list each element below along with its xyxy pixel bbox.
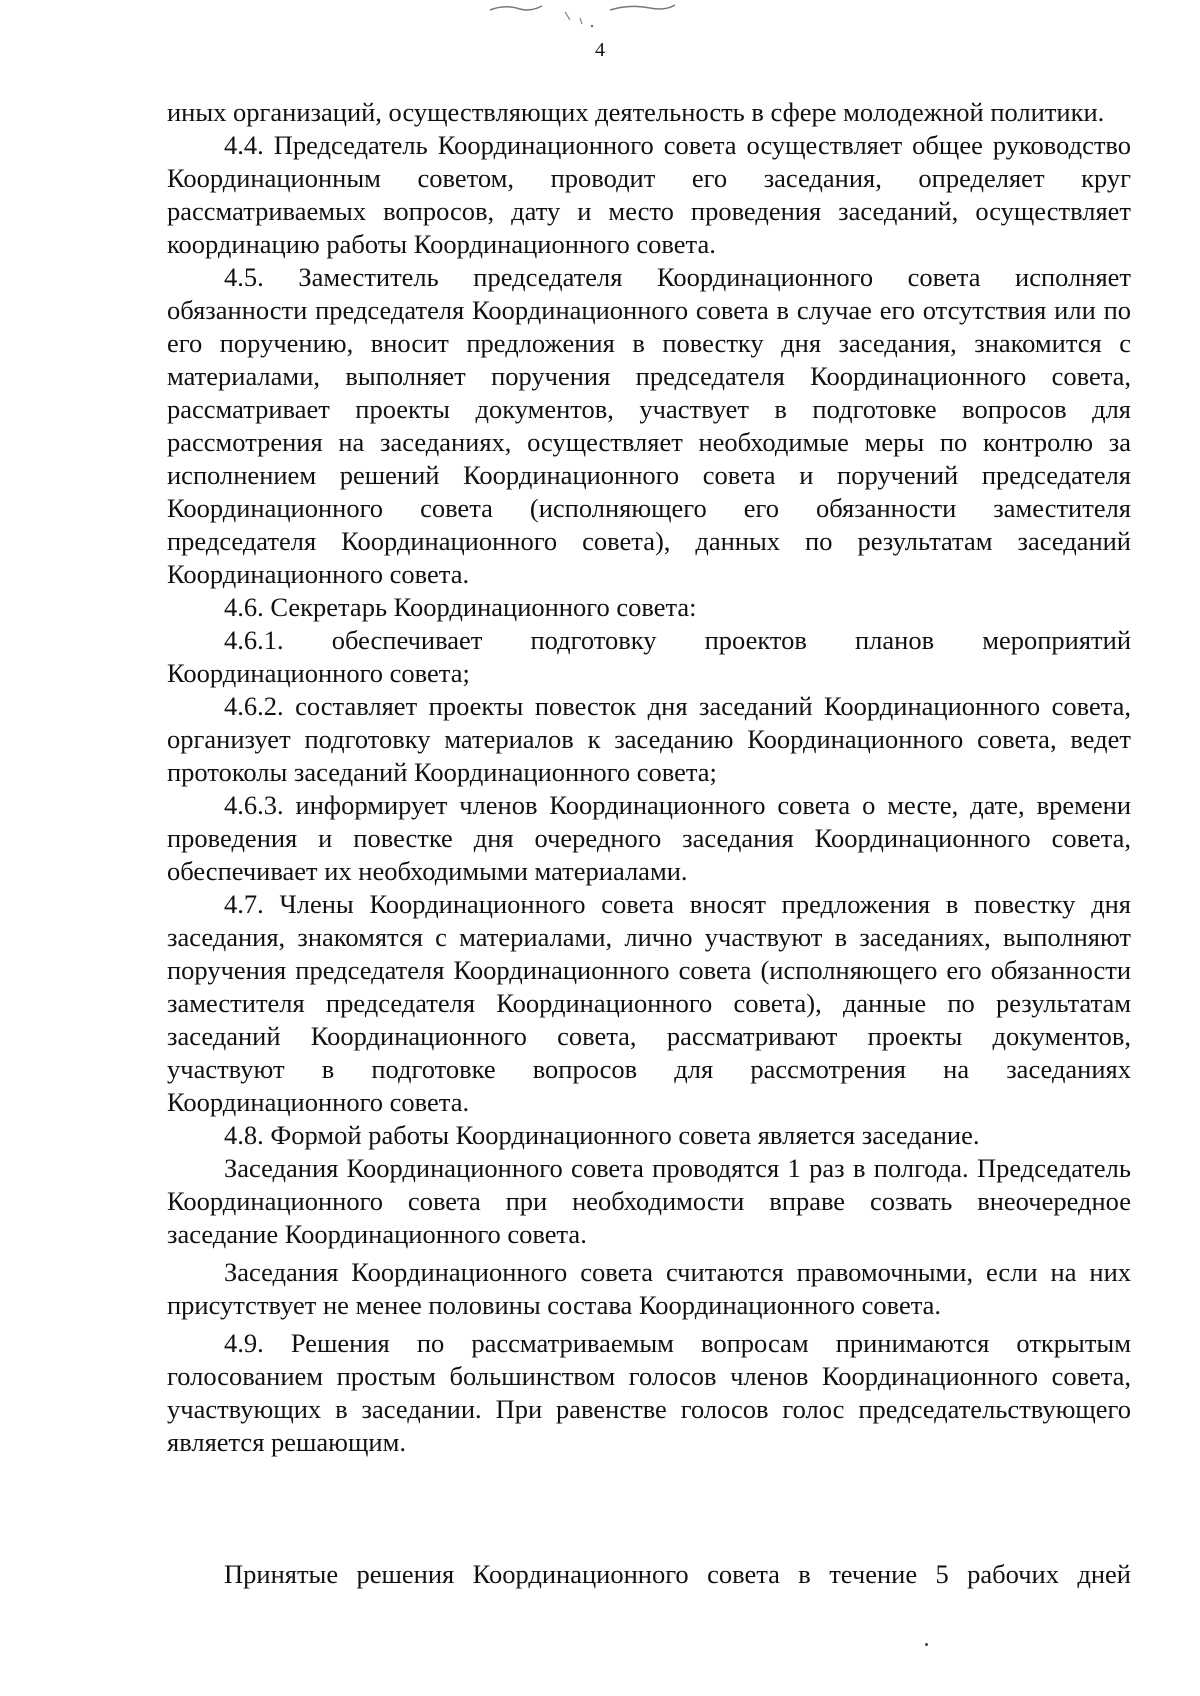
paragraph-quorum: Заседания Координационного совета считаются правомочными, если на них присутствует не менее половины состава Координационного совета. [167,1257,1131,1320]
paragraph-4-7: 4.7. Члены Координационного совета вносят предложения в повестку дня заседания, знакомятся с материалами, лично участвуют в заседаниях, выполняют поручения председателя Координационного совета (исполняющего его обязанности заместителя председателя Координационного совета), данные по результатам заседаний Координационного совета, рассматривают проекты документов, участвуют в подготовке вопросов для рассмотрения на заседаниях Координационного совета. [167,889,1131,1117]
paragraph-continues-next-page: Принятые решения Координационного совета в течение 5 рабочих дней [224,1559,1131,1589]
page-number: 4 [595,39,605,61]
scan-noise-mark [470,0,730,30]
paragraph-4-6-3: 4.6.3. информирует членов Координационного совета о месте, дате, времени проведения и повестке дня очередного заседания Координационного совета, обеспечивает их необходимыми материалами. [167,790,1131,886]
paragraph-4-9: 4.9. Решения по рассматриваемым вопросам принимаются открытым голосованием простым большинством голосов членов Координационного совета, участвующих в заседании. При равенстве голосов голос председательствующего является решающим. [167,1328,1131,1457]
paragraph-4-6-2: 4.6.2. составляет проекты повесток дня заседаний Координационного совета, организует подготовку материалов к заседанию Координационного совета, ведет протоколы заседаний Координационного совета; [167,691,1131,787]
document-body [167,96,1131,1464]
paragraph-meetings-frequency: Заседания Координационного совета проводятся 1 раз в полгода. Председатель Координационного совета при необходимости вправе созвать внеочередное заседание Координационного совета. [167,1153,1131,1249]
paragraph-4-8: 4.8. Формой работы Координационного совета является заседание. [224,1120,980,1150]
paragraph-4-4: 4.4. Председатель Координационного совета осуществляет общее руководство Координационным советом, проводит его заседания, определяет круг рассматриваемых вопросов, дату и место проведения заседаний, осуществляет координацию работы Координационного совета. [167,130,1131,259]
scan-speck [925,1643,928,1646]
paragraph-4-6-1: 4.6.1. обеспечивает подготовку проектов планов мероприятий Координационного совета; [167,625,1131,688]
paragraph-continuation-top: иных организаций, осуществляющих деятельность в сфере молодежной политики. [167,97,1105,127]
paragraph-4-5: 4.5. Заместитель председателя Координационного совета исполняет обязанности председателя Координационного совета в случае его отсутствия или по его поручению, вносит предложения в повестку дня заседания, знакомится с материалами, выполняет поручения председателя Координационного совета, рассматривает проекты документов, участвует в подготовке вопросов для рассмотрения на заседаниях, осуществляет необходимые меры по контролю за исполнением решений Координационного совета и поручений председателя Координационного совета (исполняющего его обязанности заместителя председателя Координационного совета), данных по результатам заседаний Координационного совета. [167,262,1131,589]
paragraph-4-6: 4.6. Секретарь Координационного совета: [224,592,697,622]
